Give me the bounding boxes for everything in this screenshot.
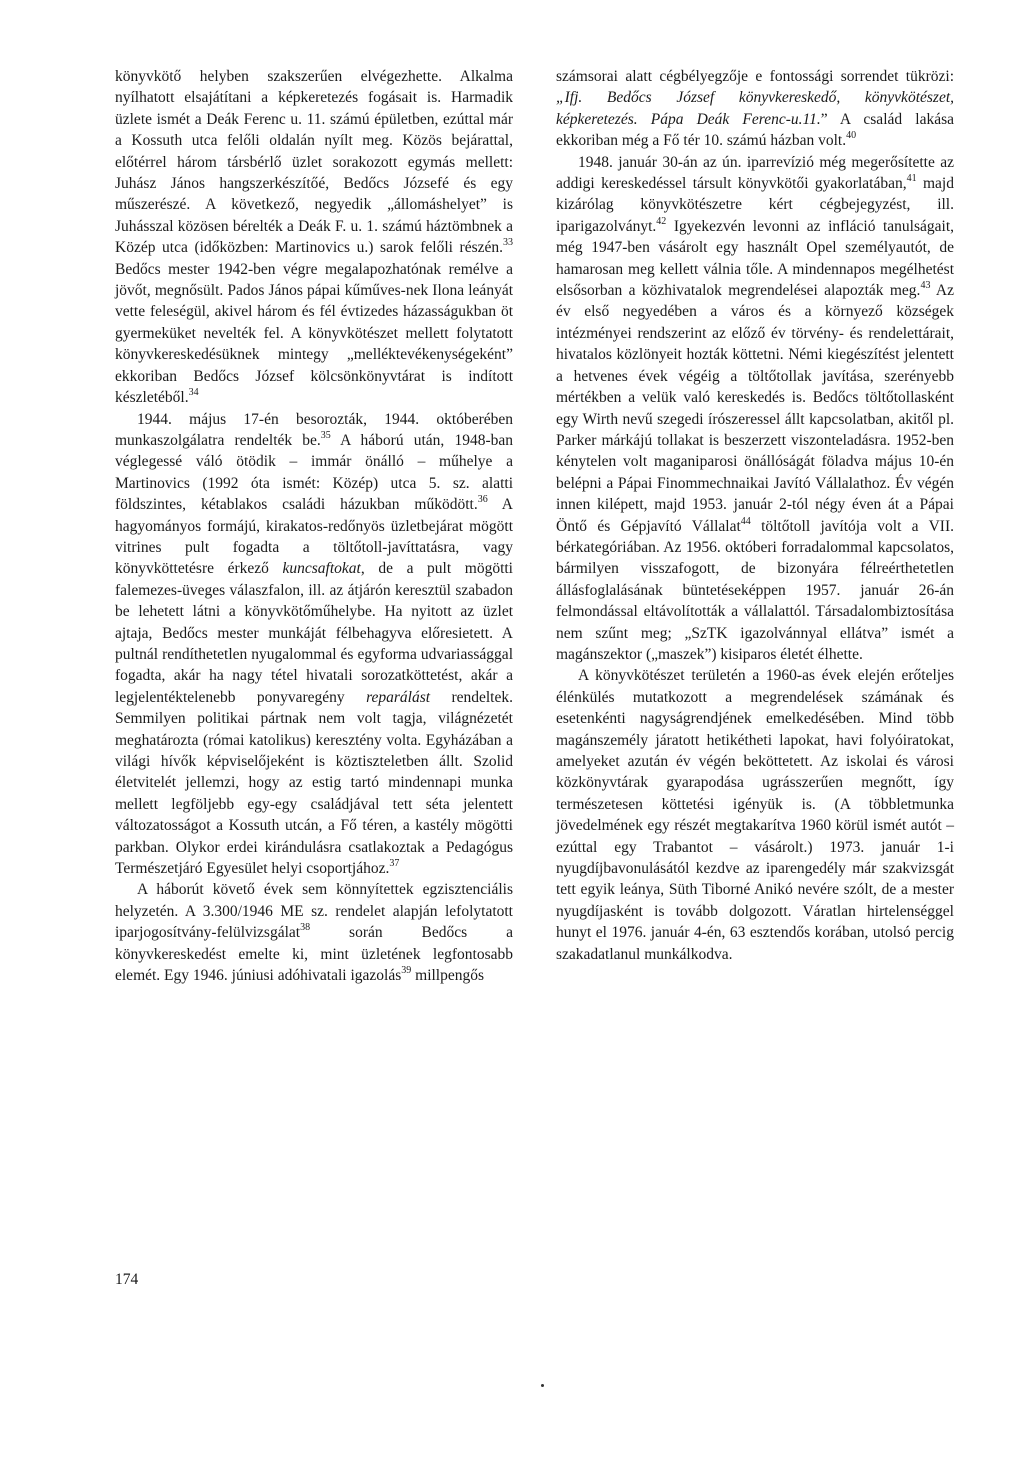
page-number: 174 [115,1271,139,1288]
paragraph [115,879,513,986]
paragraph [115,66,513,409]
text-run: majd kizárólag könyvkötészetre kért cégbejegyzést, ill. iparigazolványt. [556,175,954,235]
text-run: millpengős [411,967,485,985]
text-run: 1944. május 17-én besorozták, 1944. októberében munkaszolgálatra rendelték be. [115,410,513,449]
paragraph [115,409,513,880]
text-run: A háborút követő évek sem könnyítettek egzisztenciális helyzetén. A 3.300/1946 ME sz. rendelet alapján lefolytatott iparjogosítvány-felülvizsgálat [115,881,513,942]
text-run: 1948. január 30-án az ún. iparrevízió még megerősítette az addigi kereskedéssel társult könyvkötői gyakorlatában, [556,153,954,193]
footnote-ref: 37 [389,858,400,870]
italic-text: „Ifj. Bedőcs József könyvkereskedő, könyvkötészet, képkeretezés. Pápa Deák Ferenc-u.11. [556,89,954,128]
text-run: ” A család lakása ekkoriban még a Fő tér 10. számú házban volt. [556,110,954,150]
italic-text: reparálást [366,688,431,706]
text-run: A hagyományos formájú, kirakatos-redőnyös üzletbejárat mögött vitrines pult fogadta a töltőtoll-javíttatásra, vagy könyvköttetésre érkező [115,496,513,578]
right-column [556,66,954,965]
left-column [115,66,513,986]
footnote-ref: 33 [503,237,513,249]
footnote-ref: 42 [656,215,667,227]
footnote-ref: 39 [401,965,412,977]
text-run: Bedőcs mester 1942-ben végre megalapozhatónak remélve a jövőt, megnősült. Pados János pápai kűműves-nek Ilona leányát vette feleségül, akivel három és fél évtizedes házasságukban öt gyermeküket nevelték fel. A könyvkötészet mellett folytatott könyvkereskedésüknek mintegy „melléktevékenységeként” ekkoriban Bedőcs József kölcsönkönyvtárat is indított készletéből. [115,260,513,407]
italic-text: kuncsaftokat [282,560,361,578]
text-run: számsorai alatt cégbélyegzője e fontossági sorrendet tükrözi: [556,68,954,85]
footnote-ref: 34 [188,387,199,399]
text-run: Igyekezvén levonni az infláció tanulságait, még 1947-ben vásárolt egy használt Opel személyautót, de hamarosan meg kellett válnia tőle. A mindennapos megélhetést elsősorban a közhivatalok megrendelései alapozták meg. [556,217,954,300]
paragraph [556,66,954,152]
footnote-ref: 41 [906,173,917,185]
print-speck [541,1384,544,1387]
footnote-ref: 36 [477,494,488,506]
text-run: töltőtoll javítója volt a VII. bérkategóriában. Az 1956. októberi forradalommal kapcsolatos, bármilyen visszafogott, de bizonyára félreérthetetlen állásfoglalásának büntetéseképpen 1957. január 26-án felmondással eltávolították a vállalattól. Társadalombiztosítása nem szűnt meg; „SzTK igazolvánnyal ellátva” ismét a magánszektor („maszek”) kisiparos életét élhette. [556,517,954,663]
paragraph [556,665,954,965]
text-run: A könyvkötészet területén a 1960-as évek elején erőteljes élénkülés mutatkozott a megrendelések számának és esetenkénti nagyságrendjének emelkedésében. Mind több magánszemély járatott hetikétheti lapokat, havi folyóiratokat, amelyeket azután év végén beköttetett. Az iskolai és városi közkönyvtárak gyarapodása ugrásszerűen megnőtt, így természetesen köttetési igényük is. (A többletmunka jövedelmének egy részét megtakarítva 1960 körül ismét autót – ezúttal egy Trabantot – vásárolt.) 1973. január 1-i nyugdíjbavonulásától kezdve az iparengedély már szakvizsgát tett egyik leánya, Süth Tiborné Anikó nevére szólt, de a mester nyugdíjasként is tovább dolgozott. Váratlan hirtelenséggel hunyt el 1976. január 4-én, 63 esztendős korában, utolsó percig szakadatlanul munkálkodva. [556,667,954,963]
text-run: könyvkötő helyben szakszerűen elvégezhette. Alkalma nyílhatott elsajátítani a képkeretezés fogásait is. Harmadik üzlete ismét a Deák Ferenc u. 11. számú épületben, ezúttal már a Kossuth utca felőli oldalán nyílt meg. Közös bejárattal, előtérrel három társbérlő üzlet sorakozott egymás mellett: Juhász János hangszerkészítőé, Bedőcs Józsefé és egy műszerészé. A következő, negyedik „állomáshelyet” is Juhásszal közösen bérelték a Deák F. u. 1. számú háztömbnek a Közép utca (időközben: Martinovics u.) sarok felőli részén. [115,68,513,257]
footnote-ref: 35 [320,429,331,441]
text-run: A háború után, 1948-ban véglegessé váló ötödik – immár önálló – műhelye a Martinovics (1992 óta ismét: Közép) utca 5. sz. alatti földszintes, kétablakos családi házukban működött. [115,431,513,514]
paragraph [556,152,954,666]
footnote-ref: 38 [300,922,311,934]
footnote-ref: 40 [846,130,857,142]
text-run: , de a pult mögötti falemezes-üveges válaszfalon, ill. az átjárón keresztül szabadon be lehetett látni a könyvkötőműhelybe. Ha nyitott az üzlet ajtaja, Bedőcs mester munkáját félbehagyva előresietett. A pultnál rendíthetetlen nyugalommal és egyforma udvariassággal fogadta, akár ha nagy tétel hivatali sorozatköttetést, akár a legjelentéktelenebb ponyvaregény [115,560,513,706]
text-run: Az év első negyedében a város és a környező községek intézményei rendszerint az előző év törvény- és rendelettárait, hivatalos közlönyeit hozták köttetni. Némi kiegészítést jelentett a hetvenes évek végéig a töltőtollak javítása, szerényebb mértékben a velük való kereskedés is. Bedőcs töltőtollasként egy Wirth nevű szegedi írószeressel állt kapcsolatban, akitől pl. Parker márkájú tollakat is beszerzett viszonteladásra. 1952-ben kénytelen volt maganiparosi önállóságát föladva május 10-én belépni a Pápai Finommechnaikai Javító Vállalathoz. Év végén innen kilépett, majd 1953. január 2-tól négy éven át a Pápai Öntő és Gépjavító Vállalat [556,282,955,535]
text-run: során Bedőcs a könyvkereskedést emelte ki, mint üzletének legfontosabb elemét. Egy 1946. júniusi adóhivatali igazolás [115,924,513,985]
footnote-ref: 44 [740,515,751,527]
footnote-ref: 43 [920,280,931,292]
text-run: rendeltek. Semmilyen politikai pártnak nem volt tagja, világnézetét meghatározta (római katolikus) keresztény volta. Egyházában a világi hívők képviselőjeként is köztiszteletben állt. Szolid életvitelét jellemzi, hogy az estig tartó mindennapi munka mellett legföljebb egy-egy családjával tett séta jelentett változatosságot a Kossuth utcán, a Fő téren, a kastély mögötti parkban. Olykor erdei kirándulásra csatlakoztak a Pedagógus Természetjáró Egyesület helyi csoportjához. [115,688,513,878]
